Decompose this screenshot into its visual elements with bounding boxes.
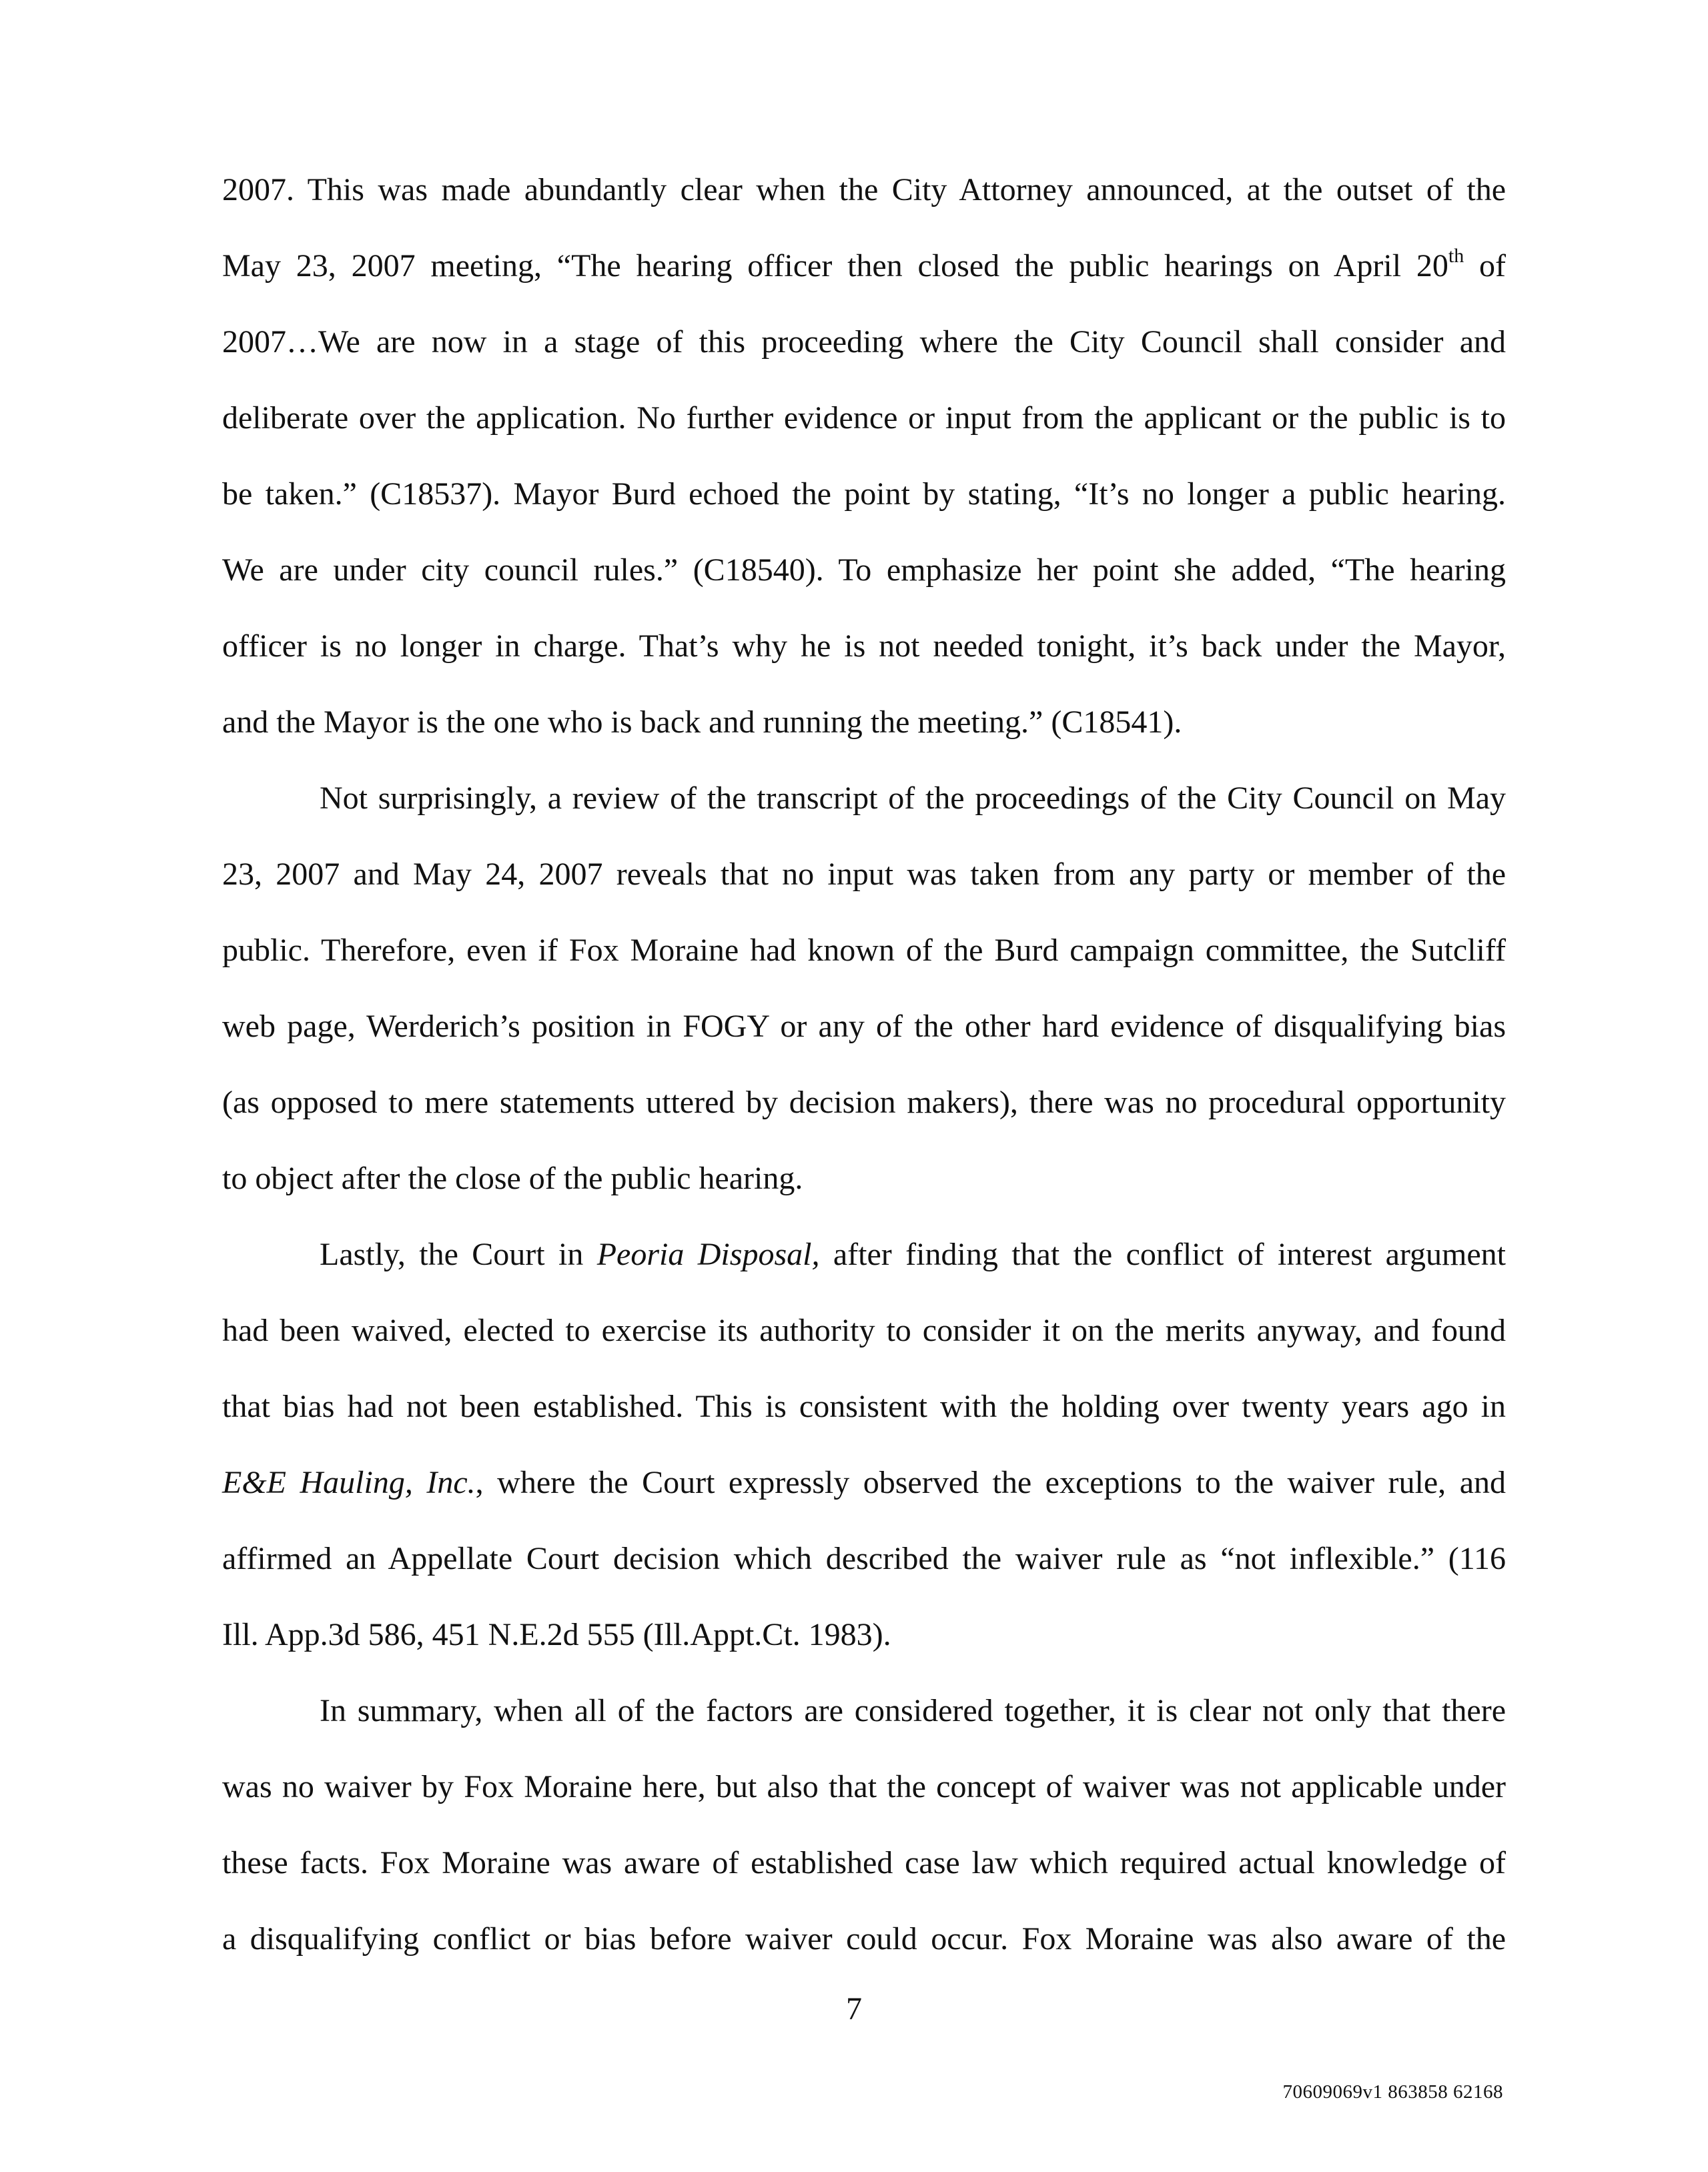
text-segment: , where the Court expressly observed the exceptions to the waiver rule, and — [475, 1465, 1507, 1500]
text-line: had been waived, elected to exercise its authority to consider it on the merits anyway, and found — [222, 1313, 1506, 1348]
text-segment: after finding that the conflict of interest argument — [819, 1237, 1507, 1272]
text-line: affirmed an Appellate Court decision which described the waiver rule as “not inflexible.” (116 — [222, 1541, 1506, 1576]
paragraph-2 — [222, 760, 1506, 1217]
page-number: 7 — [846, 1991, 862, 2027]
superscript: th — [1448, 245, 1464, 267]
text-line: a disqualifying conflict or bias before waiver could occur. Fox Moraine was also aware of the — [222, 1921, 1506, 1957]
text-line: Ill. App.3d 586, 451 N.E.2d 555 (Ill.Appt.Ct. 1983). — [222, 1617, 891, 1652]
text-line: that bias had not been established. This is consistent with the holding over twenty years ago in — [222, 1389, 1506, 1424]
text-line: 23, 2007 and May 24, 2007 reveals that no input was taken from any party or member of the — [222, 857, 1506, 892]
text-line: public. Therefore, even if Fox Moraine had known of the Burd campaign committee, the Sutcliff — [222, 933, 1506, 968]
text-segment: May 23, 2007 meeting, “The hearing officer then closed the public hearings on April 20 — [222, 248, 1448, 284]
text-line: 2007. This was made abundantly clear when the City Attorney announced, at the outset of the — [222, 172, 1506, 207]
text-line: (as opposed to mere statements uttered by decision makers), there was no procedural opportunity — [222, 1085, 1506, 1120]
document-id: 70609069v1 863858 62168 — [1282, 2081, 1503, 2103]
text-line: web page, Werderich’s position in FOGY or any of the other hard evidence of disqualifying bias — [222, 1009, 1506, 1044]
paragraph-3 — [222, 1217, 1506, 1673]
paragraph-1 — [222, 152, 1506, 760]
text-line: In summary, when all of the factors are considered together, it is clear not only that there — [320, 1693, 1506, 1728]
text-line — [222, 1445, 1506, 1521]
text-line: to object after the close of the public hearing. — [222, 1161, 803, 1196]
text-segment: Lastly, the Court in — [320, 1237, 597, 1272]
text-line: officer is no longer in charge. That’s why he is not needed tonight, it’s back under the Mayor, — [222, 628, 1506, 664]
paragraph-4 — [222, 1673, 1506, 1977]
text-line — [222, 228, 1506, 304]
case-citation: Peoria Disposal, — [596, 1237, 820, 1272]
text-line: was no waiver by Fox Moraine here, but also that the concept of waiver was not applicable under — [222, 1769, 1506, 1804]
text-segment: of — [1464, 248, 1507, 284]
text-line: these facts. Fox Moraine was aware of established case law which required actual knowledge of — [222, 1845, 1506, 1880]
text-line: deliberate over the application. No further evidence or input from the applicant or the public is to — [222, 400, 1506, 436]
text-line — [222, 1217, 1506, 1293]
text-line: and the Mayor is the one who is back and running the meeting.” (C18541). — [222, 704, 1182, 740]
text-line: be taken.” (C18537). Mayor Burd echoed the point by stating, “It’s no longer a public hearing. — [222, 476, 1506, 512]
text-line: 2007…We are now in a stage of this proceeding where the City Council shall consider and — [222, 324, 1506, 360]
text-line: Not surprisingly, a review of the transcript of the proceedings of the City Council on May — [320, 780, 1506, 816]
case-citation: E&E Hauling, Inc. — [222, 1465, 476, 1500]
text-line: We are under city council rules.” (C18540). To emphasize her point she added, “The hearing — [222, 552, 1506, 588]
document-body — [222, 152, 1506, 1977]
